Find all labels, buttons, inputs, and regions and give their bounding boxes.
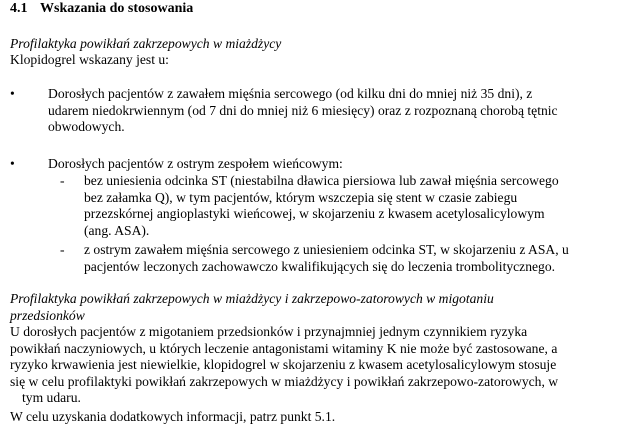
af-paragraph — [10, 324, 558, 407]
section-number: 4.1 — [10, 1, 28, 16]
dash-marker: - — [60, 242, 65, 257]
dash-item-2 — [84, 242, 569, 275]
dash-item-1 — [84, 173, 559, 239]
af-paragraph-line-4: się w celu profilaktyki powikłań zakrzepowych w miażdżycy i powikłań zakrzepowo-zatorowych, w — [10, 373, 559, 389]
reference-note: W celu uzyskania dodatkowych informacji, patrz punkt 5.1. — [10, 409, 336, 424]
af-paragraph-line-2: powikłań naczyniowych, u których leczenie antagonistami witaminy K nie może być zastosowane, a — [10, 340, 558, 356]
intro-text: Klopidogrel wskazany jest u: — [10, 52, 169, 67]
bullet-2-line-1: Dorosłych pacjentów z ostrym zespołem wieńcowym: — [48, 156, 343, 171]
bullet-marker: • — [10, 86, 15, 101]
dash-2-line-2: pacjentów leczonych zachowawczo kwalifikujących się do leczenia trombolitycznego. — [84, 258, 556, 274]
dash-2-line-1: z ostrym zawałem mięśnia sercowego z uniesieniem odcinka ST, w skojarzeniu z ASA, u — [84, 242, 569, 257]
bullet-1-line-1: Dorosłych pacjentów z zawałem mięśnia sercowego (od kilku dni do mniej niż 35 dni), z — [48, 86, 533, 101]
subheading-atrial-fibrillation — [10, 291, 494, 324]
bullet-marker: • — [10, 156, 15, 171]
dash-1-line-3: przezskórnej angioplastyki wieńcowej, w skojarzeniu z kwasem acetylosalicylowym — [84, 206, 545, 221]
subheading-atherothrombosis: Profilaktyka powikłań zakrzepowych w miażdżycy — [10, 36, 282, 51]
bullet-1-line-2: udarem niedokrwiennym (od 7 dni do mniej niż 6 miesięcy) oraz z rozpoznaną chorobą tętnic — [48, 102, 558, 118]
dash-1-line-1: bez uniesienia odcinka ST (niestabilna dławica piersiowa lub zawał mięśnia sercowego — [84, 173, 559, 188]
dash-marker: - — [60, 173, 65, 188]
subheading-af-line-1: Profilaktyka powikłań zakrzepowych w miażdżycy i zakrzepowo-zatorowych w migotaniu — [10, 291, 494, 306]
section-title: Wskazania do stosowania — [40, 1, 194, 16]
af-paragraph-line-3: ryzyko krwawienia jest niewielkie, klopidogrel w skojarzeniu z kwasem acetylosalicylowym stosuje — [10, 357, 557, 372]
dash-1-line-2: bez załamka Q), w tym pacjentów, którym wszczepia się stent w czasie zabiegu — [84, 189, 518, 205]
bullet-1-line-3: obwodowych. — [48, 119, 125, 134]
af-paragraph-line-1: U dorosłych pacjentów z migotaniem przedsionków i przynajmniej jednym czynnikiem ryzyka — [10, 324, 528, 339]
af-paragraph-line-5: tym udaru. — [22, 390, 81, 405]
section-heading — [10, 1, 193, 18]
dash-1-line-4: (ang. ASA). — [84, 222, 150, 238]
subheading-af-line-2: przedsionków — [10, 307, 85, 323]
